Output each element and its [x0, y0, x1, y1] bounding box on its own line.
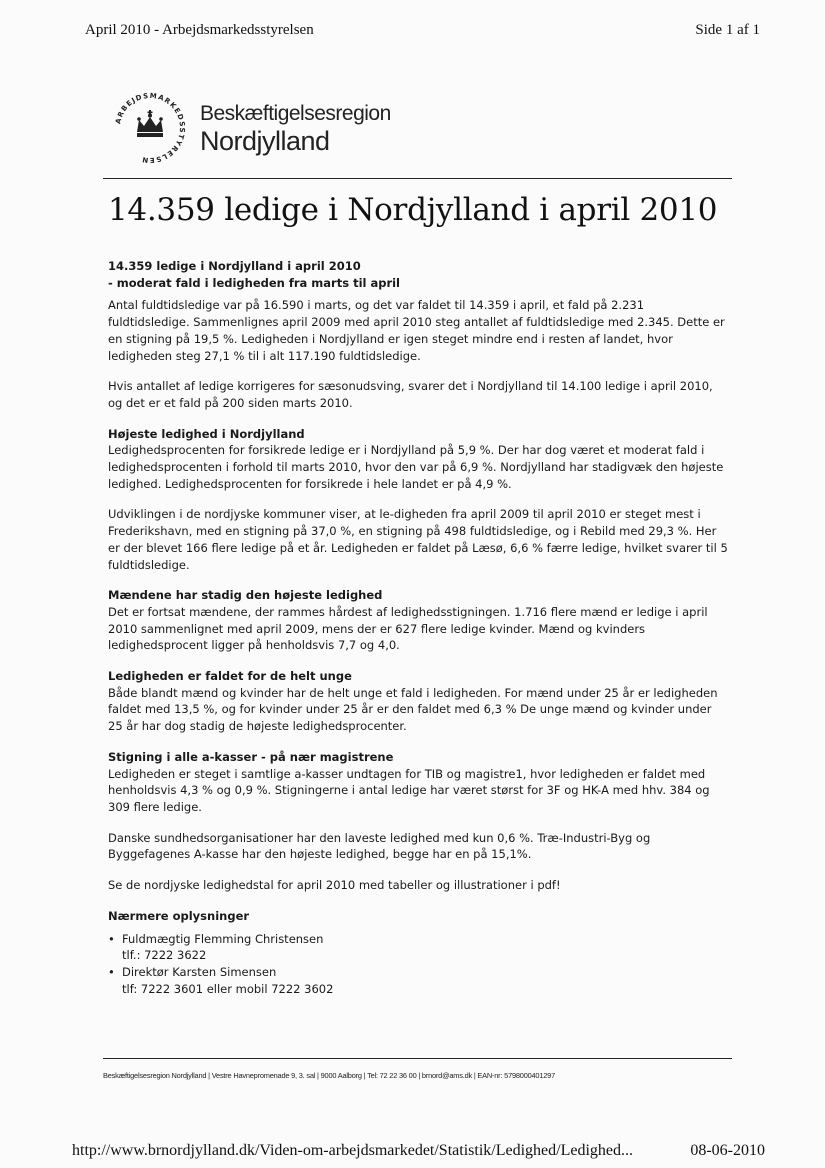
- paragraph: Antal fuldtidsledige var på 16.590 i marts, og det var faldet til 14.359 i april, et fald på 2.231 fuldtidsledige. Sammenlignes april 2009 med april 2010 steg antallet af fuldtidsledige med 2.345. Dette er en stigning på 19,5 %. Ledigheden i Nordjylland er igen steget mindre end i resten af landet, hvor ledigheden steg 27,1 % til i alt 117.190 fuldtidsledige.: [108, 298, 725, 363]
- org-name-line2: Nordjylland: [200, 125, 330, 156]
- svg-text:ARBEJDSMARKEDSSTYRELSEN: ARBEJDSMARKEDSSTYRELSEN: [114, 91, 187, 165]
- section-men-unemployment: [108, 587, 728, 654]
- header-divider: [103, 178, 732, 179]
- list-item: [108, 931, 728, 964]
- print-footer: [72, 1142, 765, 1160]
- crown-seal-icon: [110, 88, 190, 168]
- logo: [110, 88, 391, 168]
- section-title: Højeste ledighed i Nordjylland: [108, 426, 305, 441]
- contact-name: Direktør Karsten Simensen: [122, 964, 277, 979]
- paragraph: Både blandt mænd og kvinder har de helt unge et fald i ledigheden. For mænd under 25 år er ledigheden faldet med 13,5 %, og for kvinder under 25 år er den faldet med 6,3 % De unge mænd og kvinder under 25 år har dog stadig de højeste ledighedsprocenter.: [108, 685, 718, 734]
- bullet-icon: •: [108, 964, 115, 979]
- contact-phone: tlf.: 7222 3622: [122, 948, 207, 963]
- paragraph: Danske sundhedsorganisationer har den laveste ledighed med kun 0,6 %. Træ-Industri-Byg og Byggefagenes A-kasse har den højeste ledighed, begge har en på 15,1%.: [108, 830, 651, 862]
- list-item: [108, 964, 728, 997]
- lead-subtitle: - moderat fald i ledigheden fra marts til april: [108, 275, 400, 290]
- section-a-kasser: [108, 749, 728, 894]
- lead-title: 14.359 ledige i Nordjylland i april 2010: [108, 259, 361, 273]
- print-footer-date: 08-06-2010: [690, 1142, 765, 1159]
- section-title: Nærmere oplysninger: [108, 908, 250, 923]
- paragraph: Hvis antallet af ledige korrigeres for sæsonudsving, svarer det i Nordjylland til 14.100 ledige i april 2010, og det er et fald på 200 siden marts 2010.: [108, 379, 713, 410]
- paragraph: Ledigheden er steget i samtlige a-kasser undtagen for TIB og magistre1, hvor ledigheden er faldet med henholdsvis 4,3 % og 0,9 %. Stigningerne i antal ledige har været størst for 3F og HK-A med hhv. 384 og 309 flere ledige.: [108, 766, 710, 814]
- footer-divider: [103, 1058, 732, 1059]
- paragraph: Ledighedsprocenten for forsikrede ledige er i Nordjylland på 5,9 %. Der har dog været et moderat fald i ledighedsprocenten i forhold til marts 2010, hvor den var på 6,9 %. Nordjylland har stadigvæk den højeste ledighed. Ledighedsprocenten for forsikrede i hele landet er på 4,9 %.: [108, 443, 724, 491]
- paragraph: Udviklingen i de nordjyske kommuner viser, at le-digheden fra april 2009 til april 2010 er steget mest i Frederikshavn, med en stigning på 37,0 %, en stigning på 498 fuldtidsledige, og i Rebild med 29,3 %. Her er der blevet 166 flere ledige på et år. Ledigheden er faldet på Læsø, 6,6 % færre ledige, hvilket svarer til 5 fuldtidsledige.: [108, 507, 728, 572]
- section-highest-unemployment: [108, 426, 728, 574]
- section-youth-unemployment: [108, 668, 728, 735]
- pdf-link-text[interactable]: Se de nordjyske ledighedstal for april 2010 med tabeller og illustrationer i pdf!: [108, 878, 561, 893]
- bullet-icon: •: [108, 931, 115, 946]
- article-body: [108, 258, 728, 997]
- organization-name: [200, 101, 391, 156]
- section-title: Mændene har stadig den højeste ledighed: [108, 588, 383, 603]
- section-contacts: [108, 908, 728, 998]
- contact-list: [108, 931, 728, 998]
- print-header: [85, 22, 760, 39]
- section-title: Ledigheden er faldet for de helt unge: [108, 669, 352, 684]
- print-header-page: Side 1 af 1: [695, 22, 760, 38]
- print-footer-url: http://www.brnordjylland.dk/Viden-om-arbejdsmarkedet/Statistik/Ledighed/Ledighed...: [72, 1142, 633, 1159]
- contact-phone: tlf: 7222 3601 eller mobil 7222 3602: [122, 981, 334, 996]
- contact-name: Fuldmægtig Flemming Christensen: [122, 931, 324, 946]
- footer-contact-info: Beskæftigelsesregion Nordjylland | Vestre Havnepromenade 9, 3. sal | 9000 Aalborg | Tel: 72 22 36 00 | brnord@ams.dk | EAN-nr: 5798000401297: [103, 1071, 555, 1080]
- page-title: 14.359 ledige i Nordjylland i april 2010: [108, 192, 718, 228]
- section-title: Stigning i alle a-kasser - på nær magistrene: [108, 749, 394, 764]
- org-name-line1: Beskæftigelsesregion: [200, 101, 391, 125]
- paragraph: Det er fortsat mændene, der rammes hårdest af ledighedsstigningen. 1.716 flere mænd er ledige i april 2010 sammenlignet med april 2009, mens der er 627 flere ledige kvinder. Mænd og kvinders ledighedsprocent ligger på henholdsvis 7,7 og 4,0.: [108, 604, 708, 653]
- print-header-title: April 2010 - Arbejdsmarkedsstyrelsen: [85, 22, 314, 38]
